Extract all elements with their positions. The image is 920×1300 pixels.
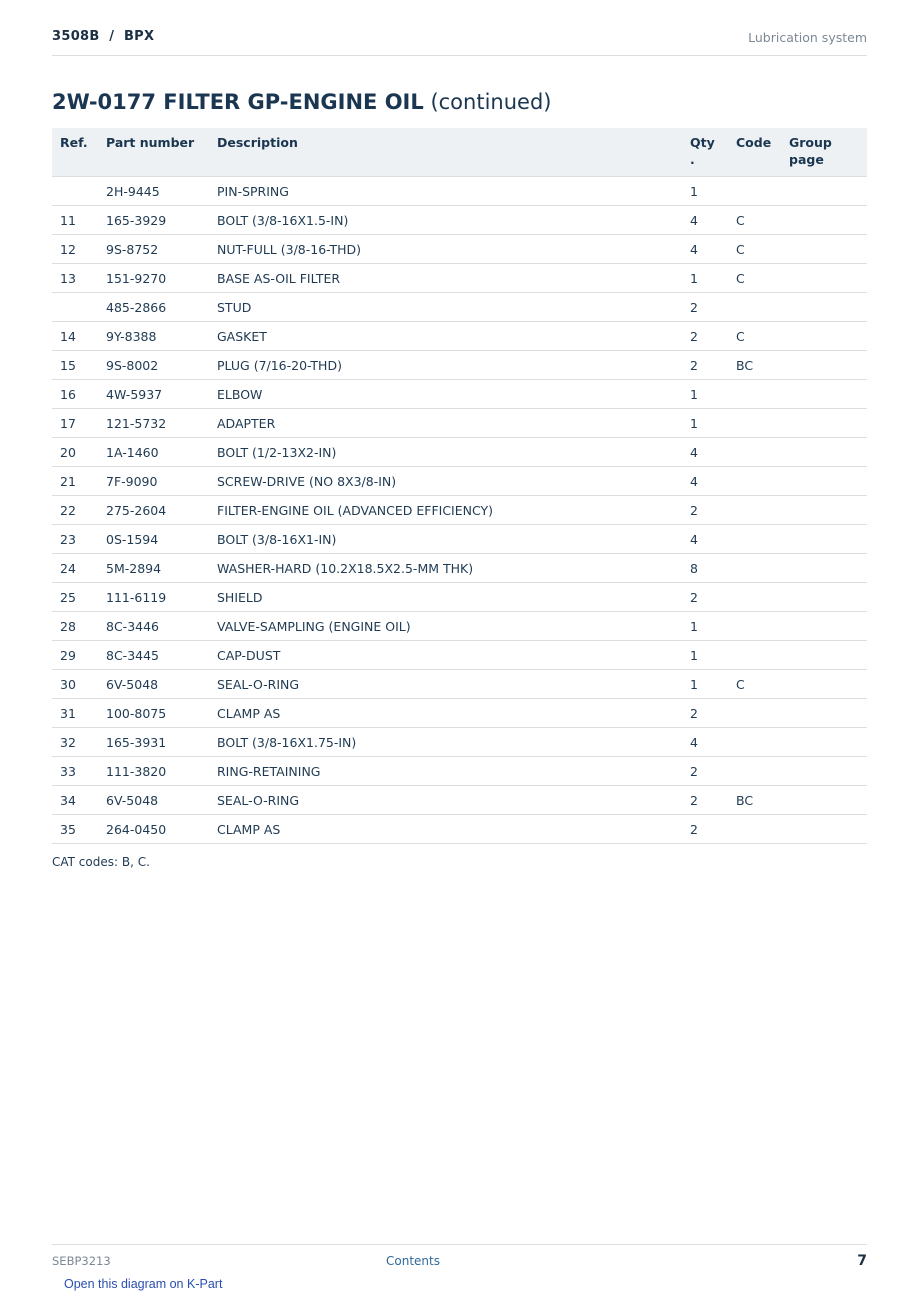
cell-qty: 2: [690, 496, 736, 525]
cell-group-page: [789, 264, 867, 293]
cell-qty: 2: [690, 757, 736, 786]
cell-code: [736, 583, 789, 612]
cell-qty: 1: [690, 380, 736, 409]
cell-qty: 1: [690, 641, 736, 670]
cell-qty: 8: [690, 554, 736, 583]
cell-code: [736, 728, 789, 757]
cell-ref: 30: [52, 670, 106, 699]
table-row: [52, 293, 867, 322]
cell-part-number: 264-0450: [106, 815, 217, 844]
cell-part-number: 151-9270: [106, 264, 217, 293]
cell-code: C: [736, 322, 789, 351]
cell-part-number: 9Y-8388: [106, 322, 217, 351]
cell-group-page: [789, 380, 867, 409]
header-part-number: Part number: [106, 128, 217, 177]
cell-part-number: 275-2604: [106, 496, 217, 525]
cell-description: STUD: [217, 293, 690, 322]
cell-group-page: [789, 670, 867, 699]
table-row: [52, 728, 867, 757]
cell-description: GASKET: [217, 322, 690, 351]
cell-ref: 25: [52, 583, 106, 612]
table-row: [52, 380, 867, 409]
header-qty: Qty .: [690, 128, 736, 177]
cell-description: SEAL-O-RING: [217, 670, 690, 699]
cell-group-page: [789, 525, 867, 554]
cell-part-number: 7F-9090: [106, 467, 217, 496]
kpart-link[interactable]: Open this diagram on K-Part: [64, 1277, 223, 1291]
cell-qty: 1: [690, 264, 736, 293]
cell-description: VALVE-SAMPLING (ENGINE OIL): [217, 612, 690, 641]
cell-part-number: 121-5732: [106, 409, 217, 438]
cell-description: CLAMP AS: [217, 699, 690, 728]
header-ref: Ref.: [52, 128, 106, 177]
cell-part-number: 111-3820: [106, 757, 217, 786]
cell-group-page: [789, 641, 867, 670]
header-group-page: Group page: [789, 128, 867, 177]
cell-qty: 1: [690, 612, 736, 641]
cell-code: [736, 409, 789, 438]
model-breadcrumb: 3508B / BPX: [52, 29, 155, 44]
cell-description: BOLT (3/8-16X1-IN): [217, 525, 690, 554]
cell-ref: 33: [52, 757, 106, 786]
cell-group-page: [789, 409, 867, 438]
cell-code: [736, 496, 789, 525]
cell-code: [736, 293, 789, 322]
cell-description: WASHER-HARD (10.2X18.5X2.5-MM THK): [217, 554, 690, 583]
cell-code: C: [736, 264, 789, 293]
page-header: [52, 29, 867, 56]
cell-group-page: [789, 699, 867, 728]
table-row: [52, 177, 867, 206]
cell-ref: 13: [52, 264, 106, 293]
cell-qty: 1: [690, 409, 736, 438]
cell-part-number: 1A-1460: [106, 438, 217, 467]
cell-ref: 11: [52, 206, 106, 235]
table-row: [52, 496, 867, 525]
cell-qty: 4: [690, 728, 736, 757]
cell-qty: 2: [690, 351, 736, 380]
cell-group-page: [789, 235, 867, 264]
cell-description: CLAMP AS: [217, 815, 690, 844]
cell-code: [736, 467, 789, 496]
cell-ref: 12: [52, 235, 106, 264]
parts-table: [52, 128, 867, 844]
cell-qty: 2: [690, 583, 736, 612]
cell-ref: 14: [52, 322, 106, 351]
cell-qty: 1: [690, 670, 736, 699]
table-row: [52, 583, 867, 612]
cell-qty: 2: [690, 322, 736, 351]
table-row: [52, 641, 867, 670]
cell-part-number: 4W-5937: [106, 380, 217, 409]
table-row: [52, 409, 867, 438]
cell-code: [736, 699, 789, 728]
cell-ref: 23: [52, 525, 106, 554]
cell-ref: 21: [52, 467, 106, 496]
cell-description: NUT-FULL (3/8-16-THD): [217, 235, 690, 264]
cell-group-page: [789, 728, 867, 757]
cell-part-number: 165-3929: [106, 206, 217, 235]
cell-code: C: [736, 235, 789, 264]
cell-part-number: 111-6119: [106, 583, 217, 612]
cell-code: [736, 380, 789, 409]
table-header-row: [52, 128, 867, 177]
table-row: [52, 815, 867, 844]
cell-description: FILTER-ENGINE OIL (ADVANCED EFFICIENCY): [217, 496, 690, 525]
cell-group-page: [789, 467, 867, 496]
cell-part-number: 8C-3446: [106, 612, 217, 641]
cell-part-number: 165-3931: [106, 728, 217, 757]
cell-qty: 2: [690, 815, 736, 844]
page-footer: [52, 1244, 867, 1275]
cell-qty: 1: [690, 177, 736, 206]
cell-ref: 15: [52, 351, 106, 380]
cell-qty: 4: [690, 206, 736, 235]
cell-qty: 2: [690, 293, 736, 322]
table-row: [52, 206, 867, 235]
table-row: [52, 322, 867, 351]
cell-description: SEAL-O-RING: [217, 786, 690, 815]
cell-group-page: [789, 583, 867, 612]
cell-group-page: [789, 351, 867, 380]
table-row: [52, 525, 867, 554]
table-row: [52, 554, 867, 583]
cell-ref: 28: [52, 612, 106, 641]
title-part-name: 2W-0177 FILTER GP-ENGINE OIL: [52, 90, 424, 114]
cell-group-page: [789, 177, 867, 206]
cell-group-page: [789, 786, 867, 815]
cell-part-number: 6V-5048: [106, 786, 217, 815]
cell-description: BOLT (3/8-16X1.75-IN): [217, 728, 690, 757]
cell-part-number: 5M-2894: [106, 554, 217, 583]
table-row: [52, 612, 867, 641]
cell-group-page: [789, 496, 867, 525]
cell-description: BOLT (1/2-13X2-IN): [217, 438, 690, 467]
cell-part-number: 8C-3445: [106, 641, 217, 670]
cell-part-number: 100-8075: [106, 699, 217, 728]
cell-ref: 16: [52, 380, 106, 409]
cell-qty: 2: [690, 786, 736, 815]
cell-code: [736, 641, 789, 670]
cell-code: [736, 612, 789, 641]
cell-qty: 4: [690, 525, 736, 554]
cell-qty: 2: [690, 699, 736, 728]
cell-ref: 32: [52, 728, 106, 757]
table-row: [52, 264, 867, 293]
cell-group-page: [789, 206, 867, 235]
cell-code: BC: [736, 786, 789, 815]
cell-group-page: [789, 322, 867, 351]
document-id: SEBP3213: [52, 1254, 111, 1268]
cell-description: SHIELD: [217, 583, 690, 612]
table-row: [52, 670, 867, 699]
table-row: [52, 699, 867, 728]
cell-code: C: [736, 670, 789, 699]
cell-qty: 4: [690, 438, 736, 467]
cell-group-page: [789, 554, 867, 583]
cell-code: [736, 815, 789, 844]
cell-ref: 29: [52, 641, 106, 670]
cell-description: BOLT (3/8-16X1.5-IN): [217, 206, 690, 235]
header-description: Description: [217, 128, 690, 177]
cell-ref: 34: [52, 786, 106, 815]
contents-link[interactable]: Contents: [386, 1254, 440, 1268]
cell-group-page: [789, 438, 867, 467]
cell-code: [736, 438, 789, 467]
cell-part-number: 2H-9445: [106, 177, 217, 206]
cell-description: RING-RETAINING: [217, 757, 690, 786]
cell-part-number: 485-2866: [106, 293, 217, 322]
cell-code: [736, 554, 789, 583]
table-row: [52, 438, 867, 467]
cell-description: CAP-DUST: [217, 641, 690, 670]
parts-table-body: [52, 177, 867, 844]
cell-code: BC: [736, 351, 789, 380]
cell-description: BASE AS-OIL FILTER: [217, 264, 690, 293]
cell-ref: 20: [52, 438, 106, 467]
page-number: 7: [857, 1253, 867, 1269]
cell-description: ELBOW: [217, 380, 690, 409]
title-continued: (continued): [430, 90, 552, 114]
cell-ref: 22: [52, 496, 106, 525]
table-row: [52, 351, 867, 380]
cell-ref: [52, 293, 106, 322]
table-row: [52, 786, 867, 815]
cell-ref: 35: [52, 815, 106, 844]
cell-group-page: [789, 293, 867, 322]
cell-ref: 17: [52, 409, 106, 438]
cell-code: [736, 757, 789, 786]
cell-description: PIN-SPRING: [217, 177, 690, 206]
cell-group-page: [789, 612, 867, 641]
cell-ref: [52, 177, 106, 206]
cell-qty: 4: [690, 235, 736, 264]
cell-description: SCREW-DRIVE (NO 8X3/8-IN): [217, 467, 690, 496]
cell-description: ADAPTER: [217, 409, 690, 438]
table-row: [52, 757, 867, 786]
cell-part-number: 6V-5048: [106, 670, 217, 699]
cell-group-page: [789, 757, 867, 786]
cell-qty: 4: [690, 467, 736, 496]
cell-part-number: 9S-8002: [106, 351, 217, 380]
cell-part-number: 0S-1594: [106, 525, 217, 554]
section-name: Lubrication system: [748, 30, 867, 45]
header-code: Code: [736, 128, 789, 177]
cell-description: PLUG (7/16-20-THD): [217, 351, 690, 380]
cell-code: C: [736, 206, 789, 235]
cell-group-page: [789, 815, 867, 844]
table-row: [52, 467, 867, 496]
cat-codes-note: CAT codes: B, C.: [52, 855, 150, 869]
page-title: [52, 90, 551, 114]
table-row: [52, 235, 867, 264]
cell-ref: 24: [52, 554, 106, 583]
cell-code: [736, 177, 789, 206]
cell-code: [736, 525, 789, 554]
cell-ref: 31: [52, 699, 106, 728]
cell-part-number: 9S-8752: [106, 235, 217, 264]
